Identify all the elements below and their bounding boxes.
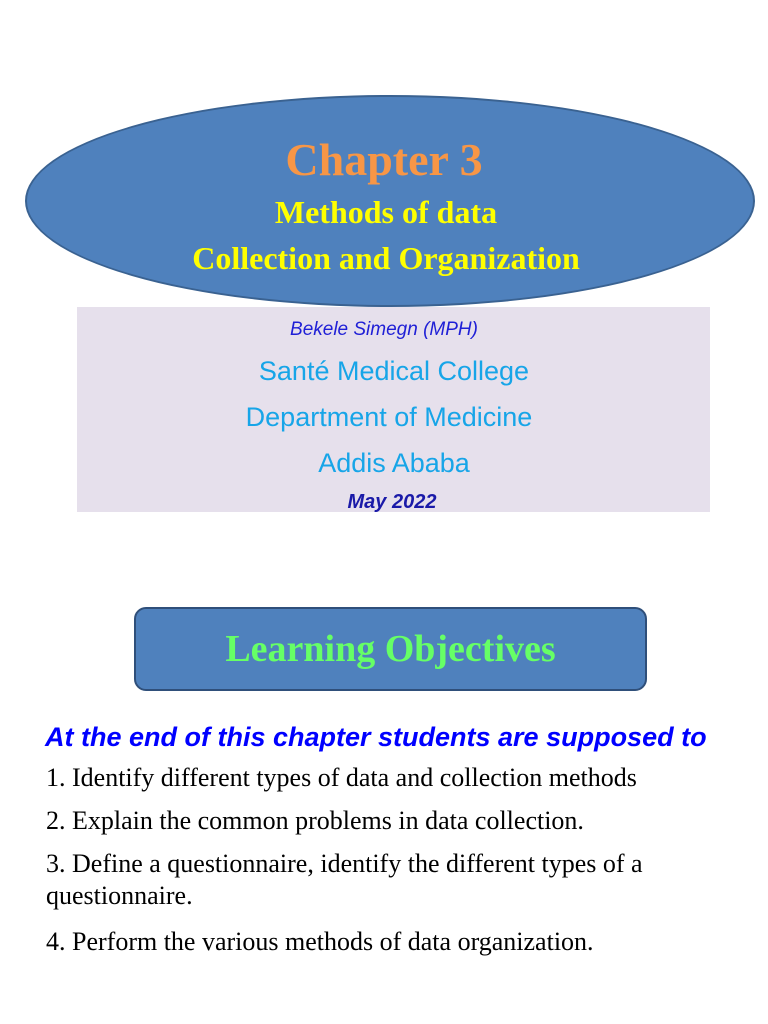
chapter-subtitle-line-1: Methods of data — [274, 194, 498, 230]
objectives-intro: At the end of this chapter students are supposed to — [45, 722, 707, 752]
objective-item: 3. Define a questionnaire, identify the different types of a questionnaire. — [46, 849, 643, 910]
college-name: Santé Medical College — [258, 356, 530, 386]
city-name: Addis Ababa — [318, 448, 470, 478]
department-name: Department of Medicine — [245, 402, 533, 432]
objective-item: 2. Explain the common problems in data collection. — [46, 806, 584, 835]
learning-objectives-heading: Learning Objectives — [225, 628, 556, 670]
publication-date: May 2022 — [347, 491, 437, 513]
objectives-list — [46, 762, 746, 969]
objective-item: 1. Identify different types of data and collection methods — [46, 763, 637, 792]
chapter-title: Chapter 3 — [285, 134, 483, 185]
author-name: Bekele Simegn (MPH) — [290, 319, 478, 340]
chapter-subtitle-line-2: Collection and Organization — [192, 240, 580, 276]
objective-item: 4. Perform the various methods of data organization. — [46, 927, 594, 956]
